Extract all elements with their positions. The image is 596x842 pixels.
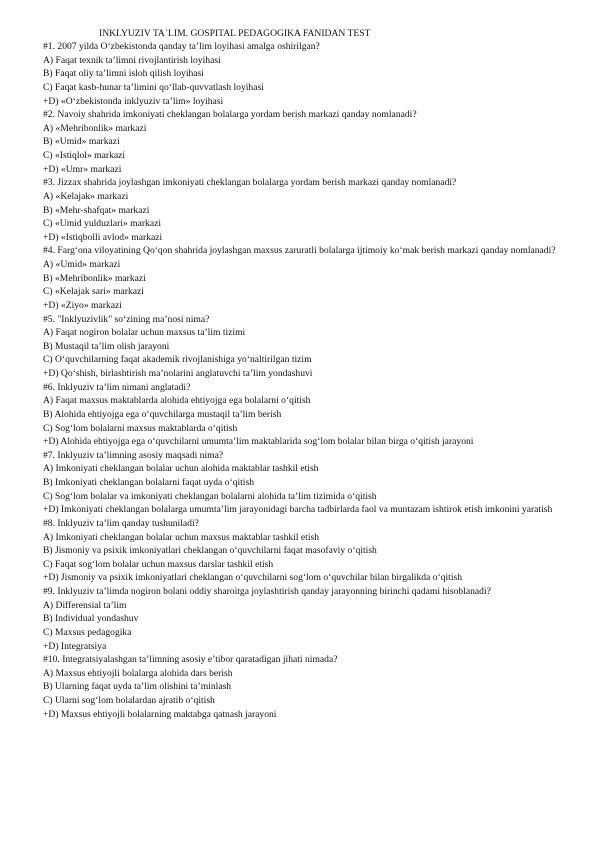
answer-option-correct: +D) Integratsiya bbox=[43, 640, 107, 652]
answer-option: C) Maxsus pedagogika bbox=[43, 626, 132, 638]
question-block bbox=[43, 40, 563, 108]
question-block bbox=[43, 176, 563, 244]
answer-option: C) Faqat kasb-hunar ta’limini qo‘llab-quvvatlash loyihasi bbox=[43, 81, 264, 93]
question-text: #5. "Inklyuzivlik" so‘zining ma’nosi nima? bbox=[43, 313, 210, 325]
answer-option: A) Differensial ta’lim bbox=[43, 599, 127, 611]
answer-option: A) «Kelajak» markazi bbox=[43, 190, 129, 202]
question-text: #1. 2007 yilda O‘zbekistonda qanday ta’lim loyihasi amalga oshirilgan? bbox=[43, 41, 320, 52]
answer-option: B) Mustaqil ta’lim olish jarayoni bbox=[43, 340, 170, 352]
answer-option: A) «Umid» markazi bbox=[43, 259, 121, 270]
answer-option: C) Faqat sog‘lom bolalar uchun maxsus darslar tashkil etish bbox=[43, 558, 274, 570]
answer-option: B) «Mehribonlik» markazi bbox=[43, 272, 146, 284]
answer-option: B) Individual yondashuv bbox=[43, 613, 139, 625]
question-text: #4. Farg‘ona viloyatining Qo‘qon shahrida joylashgan maxsus zaruratli bolalarga ijtimoiy ko‘mak berish markazi qanday nomlanadi? bbox=[43, 245, 556, 257]
question-block bbox=[43, 244, 563, 312]
question-block bbox=[43, 653, 563, 721]
question-text: #7. Inklyuziv ta’limning asosiy maqsadi nima? bbox=[43, 449, 224, 461]
question-block bbox=[43, 381, 563, 449]
answer-option: B) Imkoniyati cheklangan bolalarni faqat uyda o‘qitish bbox=[43, 477, 255, 488]
answer-option: B) Jismoniy va psixik imkoniyatlari cheklangan o‘quvchilarni faqat masofaviy o‘qitish bbox=[43, 545, 377, 557]
answer-option: A) Imkoniyati cheklangan bolalar uchun maxsus maktablar tashkil etish bbox=[43, 531, 320, 543]
answer-option-correct: +D) Qo‘shish, birlashtirish ma’nolarini anglatuvchi ta’lim yondashuvi bbox=[43, 368, 313, 379]
answer-option-correct: +D) Alohida ehtiyojga ega o‘quvchilarni umumta’lim maktablarida sog‘lom bolalar bilan birga o‘qitish jarayoni bbox=[43, 436, 474, 448]
question-text: #2. Navoiy shahrida imkoniyati cheklangan bolalarga yordam berish markazi qanday nomlanadi? bbox=[43, 109, 417, 121]
question-text: #9. Inklyuziv ta’limda nogiron bolani oddiy sharoitga joylashtirish qanday jarayonning birinchi qadami hisoblanadi? bbox=[43, 586, 491, 597]
answer-option-correct: +D) «Ziyo» markazi bbox=[43, 299, 122, 311]
answer-option-correct: +D) «O‘zbekistonda inklyuziv ta’lim» loyihasi bbox=[43, 95, 224, 107]
question-block bbox=[43, 313, 563, 381]
answer-option: A) Faqat maxsus maktablarda alohida ehtiyojga ega bolalarni o‘qitish bbox=[43, 395, 311, 407]
answer-option: A) Faqat texnik ta’limni rivojlantirish loyihasi bbox=[43, 54, 221, 66]
answer-option: A) Maxsus ehtiyojli bolalarga alohida dars berish bbox=[43, 667, 233, 679]
answer-option-correct: +D) Jismoniy va psixik imkoniyatlari cheklangan o‘quvchilarni sog‘lom o‘quvchilar bilan birgalikda o‘qitish bbox=[43, 572, 463, 584]
question-list bbox=[43, 40, 563, 721]
question-block bbox=[43, 517, 563, 585]
answer-option: C) Sog‘lom bolalar va imkoniyati cheklangan bolalarni alohida ta’lim tizimida o‘qitish bbox=[43, 490, 377, 502]
answer-option-correct: +D) «Istiqbolli avlod» markazi bbox=[43, 231, 163, 243]
answer-option-correct: +D) «Umr» markazi bbox=[43, 163, 122, 175]
answer-option-correct: +D) Imkoniyati cheklangan bolalarga umumta’lim jarayonidagi barcha tadbirlarda faol va muntazam ishtirok etish imkonini yaratish bbox=[43, 504, 553, 516]
answer-option: B) «Umid» markazi bbox=[43, 136, 120, 148]
answer-option-correct: +D) Maxsus ehtiyojli bolalarning maktabga qatnash jarayoni bbox=[43, 708, 277, 720]
answer-option: B) Alohida ehtiyojga ega o‘quvchilarga mustaqil ta’lim berish bbox=[43, 408, 282, 420]
question-text: #8. Inklyuziv ta’lim qanday tushuniladi? bbox=[43, 517, 199, 529]
question-block bbox=[43, 449, 563, 517]
answer-option: A) «Mehribonlik» markazi bbox=[43, 122, 147, 134]
page-title: INKLYUZIV TA`LIM. GOSPITAL PEDAGOGIKA FANIDAN TEST bbox=[99, 28, 371, 39]
question-text: #3. Jizzax shahrida joylashgan imkoniyati cheklangan bolalarga yordam berish markazi qanday nomlanadi? bbox=[43, 177, 457, 189]
answer-option: B) «Mehr-shafqat» markazi bbox=[43, 204, 150, 216]
answer-option: C) Ularni sog‘lom bolalardan ajratib o‘qitish bbox=[43, 695, 215, 706]
question-text: #6. Inklyuziv ta’lim nimani anglatadi? bbox=[43, 381, 191, 393]
answer-option: C) Sog‘lom bolalarni maxsus maktablarda o‘qitish bbox=[43, 422, 238, 434]
answer-option: B) Faqat oliy ta’limni isloh qilish loyihasi bbox=[43, 68, 204, 80]
answer-option: B) Ularning faqat uyda ta’lim olishini ta’minlash bbox=[43, 681, 232, 693]
answer-option: C) «Istiqlol» markazi bbox=[43, 150, 126, 161]
answer-option: A) Faqat nogiron bolalar uchun maxsus ta’lim tizimi bbox=[43, 327, 246, 339]
question-block bbox=[43, 585, 563, 653]
answer-option: A) Imkoniyati cheklangan bolalar uchun alohida maktablar tashkil etish bbox=[43, 463, 319, 475]
question-text: #10. Integratsiyalashgan ta’limning asosiy e’tibor qaratadigan jihati nimada? bbox=[43, 654, 338, 666]
question-block bbox=[43, 108, 563, 176]
answer-option: C) «Umid yulduzlari» markazi bbox=[43, 218, 162, 230]
answer-option: C) O‘quvchilarning faqat akademik rivojlanishiga yo‘naltirilgan tizim bbox=[43, 354, 312, 366]
answer-option: C) «Kelajak sari» markazi bbox=[43, 286, 144, 298]
